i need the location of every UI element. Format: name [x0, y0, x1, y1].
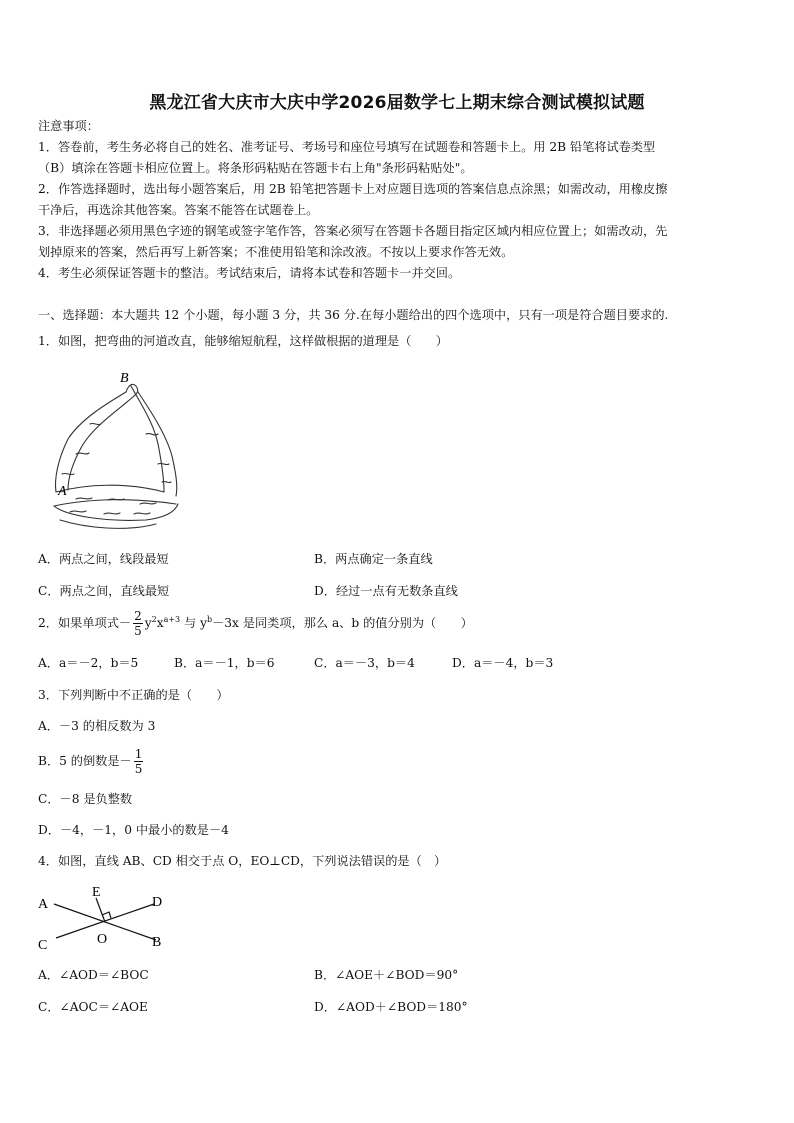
notice-line-5: 3．非选择题必须用黑色字迹的钢笔或签字笔作答，答案必须写在答题卡各题目指定区域内相应位置上；如需改动，先 — [38, 224, 668, 238]
notice-heading: 注意事项： — [38, 119, 99, 133]
notice-line-4: 干净后，再选涂其他答案。答案不能答在试题卷上。 — [38, 203, 319, 217]
page-title: 黑龙江省大庆市大庆中学2026届数学七上期末综合测试模拟试题 — [149, 93, 645, 113]
label-B: B — [120, 371, 129, 386]
river-figure — [46, 364, 186, 536]
q2-stem: 2．如果单项式－ $\frac{2}{5}$ $y^2x^{a+3}$ 与 $y^b-3x$ 是同类项，那么 a、b 的值分别为（ ） — [38, 609, 473, 638]
q3-option-d[interactable]: D．－4，－1，0 中最小的数是－4 — [38, 823, 229, 837]
q3-fraction: $\frac{1}{5}$ — [134, 747, 143, 776]
q2-option-d[interactable]: D．a＝－4，b＝3 — [452, 656, 554, 670]
q4-option-d[interactable]: D．∠AOD＋∠BOD＝180° — [314, 1000, 468, 1014]
q4-stem: 4．如图，直线 AB、CD 相交于点 O，EO⊥CD，下列说法错误的是（ ） — [38, 854, 447, 868]
label-B: B — [152, 935, 162, 950]
q1-option-d[interactable]: D．经过一点有无数条直线 — [314, 584, 458, 598]
label-E: E — [92, 885, 101, 900]
q3-stem: 3．下列判断中不正确的是（ ） — [38, 688, 229, 702]
notice-line-3: 2．作答选择题时，选出每小题答案后，用 2B 铅笔把答题卡上对应题目选项的答案信息点涂黑；如需改动，用橡皮擦 — [38, 182, 668, 196]
q1-stem: 1．如图，把弯曲的河道改直，能够缩短航程，这样做根据的道理是（ ） — [38, 334, 448, 348]
q2-fraction: $\frac{2}{5}$ — [134, 609, 142, 638]
q3-option-a[interactable]: A．－3 的相反数为 3 — [38, 719, 156, 733]
q3-option-c[interactable]: C．－8 是负整数 — [38, 792, 133, 806]
q1-option-b[interactable]: B．两点确定一条直线 — [314, 552, 433, 566]
q2-option-b[interactable]: B．a＝－1，b＝6 — [174, 656, 275, 670]
label-A: A — [38, 897, 49, 912]
q1-option-a[interactable]: A．两点之间，线段最短 — [38, 552, 169, 566]
notice-line-7: 4．考生必须保证答题卡的整洁。考试结束后，请将本试卷和答题卡一并交回。 — [38, 266, 461, 280]
section-heading: 一、选择题：本大题共 12 个小题，每小题 3 分，共 36 分.在每小题给出的四个选项中，只有一项是符合题目要求的. — [38, 308, 669, 322]
q4-option-b[interactable]: B．∠AOE＋∠BOD＝90° — [314, 968, 459, 982]
q4-option-a[interactable]: A．∠AOD＝∠BOC — [38, 968, 149, 982]
notice-line-6: 划掉原来的答案，然后再写上新答案；不准使用铅笔和涂改液。不按以上要求作答无效。 — [38, 245, 514, 259]
q1-option-c[interactable]: C．两点之间，直线最短 — [38, 584, 170, 598]
q3-option-b[interactable]: B．5 的倒数是－ $\frac{1}{5}$ — [38, 747, 143, 776]
notice-line-2: （B）填涂在答题卡相应位置上。将条形码粘贴在答题卡右上角"条形码粘贴处"。 — [38, 161, 473, 175]
q2-option-a[interactable]: A．a＝－2，b＝5 — [38, 656, 139, 670]
label-A: A — [58, 484, 67, 499]
label-C: C — [38, 938, 48, 953]
q2-option-c[interactable]: C．a＝－3，b＝4 — [314, 656, 415, 670]
q4-option-c[interactable]: C．∠AOC＝∠AOE — [38, 1000, 148, 1014]
label-D: D — [152, 895, 163, 910]
notice-line-1: 1．答卷前，考生务必将自己的姓名、准考证号、考场号和座位号填写在试题卷和答题卡上。用 2B 铅笔将试卷类型 — [38, 140, 656, 154]
intersecting-lines-figure — [36, 880, 176, 954]
label-O: O — [97, 932, 108, 947]
